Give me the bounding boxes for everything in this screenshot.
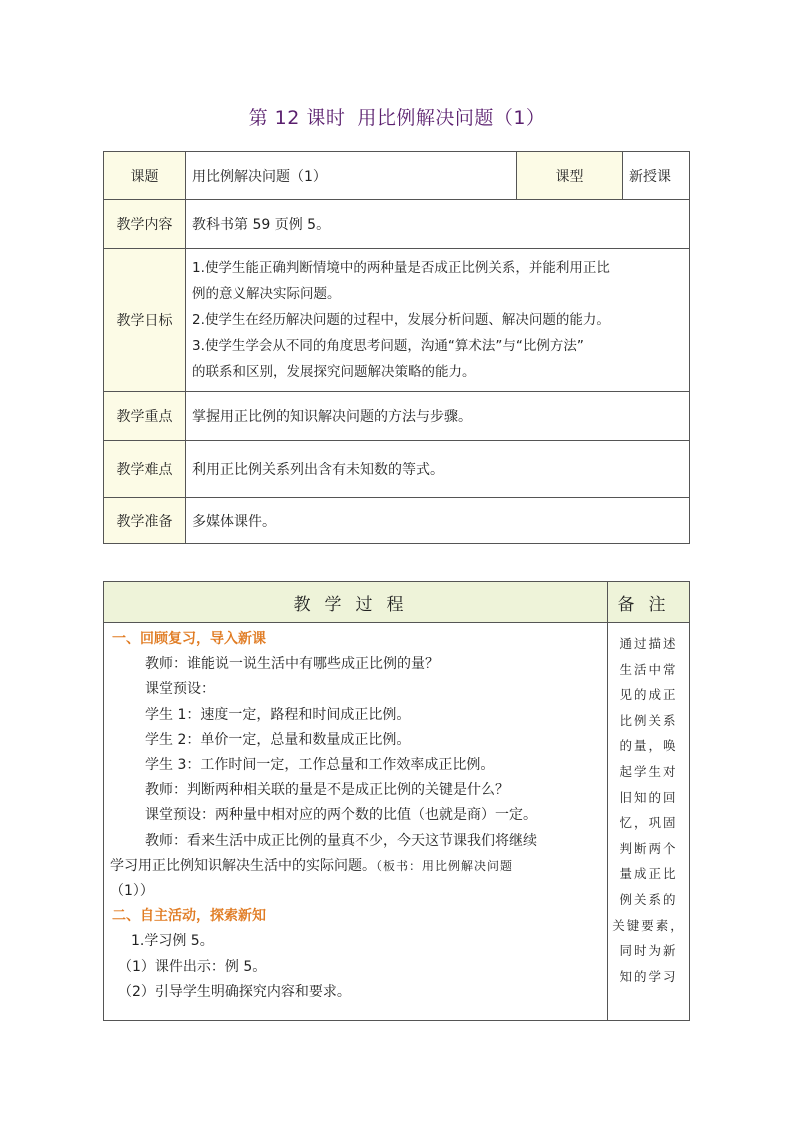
note-header: 备注	[608, 582, 690, 623]
note-content	[608, 623, 690, 1021]
goal-line: 1.使学生能正确判断情境中的两种量是否成正比例关系，并能利用正比	[192, 260, 610, 276]
note-line: 通过描述	[619, 636, 678, 651]
note-line: 见的成正	[619, 687, 678, 703]
section-heading: 一、回顾复习，导入新课	[112, 631, 266, 647]
note-line: 旧知的回	[619, 789, 678, 805]
lesson-number: 第 12 课时	[248, 107, 346, 129]
note-line: 的量，唤	[619, 738, 678, 754]
note-line: 量成正比	[619, 866, 678, 882]
note-line: 知的学习	[619, 968, 678, 984]
note-line: 判断两个	[619, 840, 678, 856]
page-title	[0, 103, 794, 130]
teaching-process-table	[103, 581, 690, 1021]
lesson-topic: 用比例解决问题（1）	[357, 107, 546, 129]
process-line	[104, 854, 607, 879]
prep-label: 教学准备	[104, 498, 186, 544]
process-line: （2）引导学生明确探究内容和要求。	[118, 983, 351, 1000]
process-line: 课堂预设：	[145, 681, 215, 698]
note-line: 生活中常	[619, 661, 678, 677]
process-header: 教学过程	[104, 582, 608, 623]
note-line: 比例关系	[619, 712, 678, 728]
process-content	[104, 623, 608, 1021]
process-line: 教师：判断两种相关联的量是不是成正比例的关键是什么？	[145, 782, 509, 799]
note-line: 同时为新	[619, 943, 678, 959]
note-line: 起学生对	[619, 763, 678, 779]
difficulty-value: 利用正比例关系列出含有未知数的等式。	[186, 441, 690, 498]
goal-line: 例的意义解决实际问题。	[192, 286, 341, 302]
process-line: （1））	[110, 883, 154, 900]
content-label: 教学内容	[104, 200, 186, 249]
prep-value: 多媒体课件。	[186, 498, 690, 544]
key-point-value: 掌握用正比例的知识解决问题的方法与步骤。	[186, 392, 690, 441]
key-point-label: 教学重点	[104, 392, 186, 441]
type-value: 新授课	[623, 152, 690, 200]
goal-line: 2.使学生在经历解决问题的过程中，发展分析问题、解决问题的能力。	[192, 312, 610, 328]
process-line-text: 学习用正比例知识解决生活中的实际问题。	[110, 857, 376, 874]
lesson-info-table	[103, 151, 690, 544]
goals-value	[186, 249, 690, 392]
process-line: 1.学习例 5。	[131, 933, 214, 950]
note-line: 例关系的	[619, 891, 678, 907]
type-label: 课型	[517, 152, 623, 200]
goals-label: 教学日标	[104, 249, 186, 392]
process-line: 课堂预设：两种量中相对应的两个数的比值（也就是商）一定。	[145, 807, 537, 824]
difficulty-label: 教学难点	[104, 441, 186, 498]
process-line: 学生 1：速度一定，路程和时间成正比例。	[145, 706, 411, 723]
process-line: 教师：谁能说一说生活中有哪些成正比例的量？	[145, 656, 439, 673]
content-value: 教科书第 59 页例 5。	[186, 200, 690, 249]
note-line: 忆，巩固	[619, 815, 678, 831]
process-line: （1）课件出示：例 5。	[118, 958, 267, 975]
goal-line: 3.使学生学会从不同的角度思考问题，沟通“算术法”与“比例方法”	[192, 338, 584, 354]
section-heading: 二、自主活动，探索新知	[112, 908, 266, 925]
process-line: 学生 3：工作时间一定，工作总量和工作效率成正比例。	[145, 757, 495, 774]
topic-value: 用比例解决问题（1）	[186, 152, 517, 200]
process-line: 学生 2：单价一定，总量和数量成正比例。	[145, 731, 411, 748]
note-line: 关键要素，	[612, 917, 685, 933]
goal-line: 的联系和区别，发展探究问题解决策略的能力。	[192, 364, 476, 380]
topic-label: 课题	[104, 152, 186, 200]
process-line: 教师：看来生活中成正比例的量真不少，今天这节课我们将继续	[145, 832, 537, 849]
board-note: （板书：用比例解决问题	[376, 858, 514, 873]
